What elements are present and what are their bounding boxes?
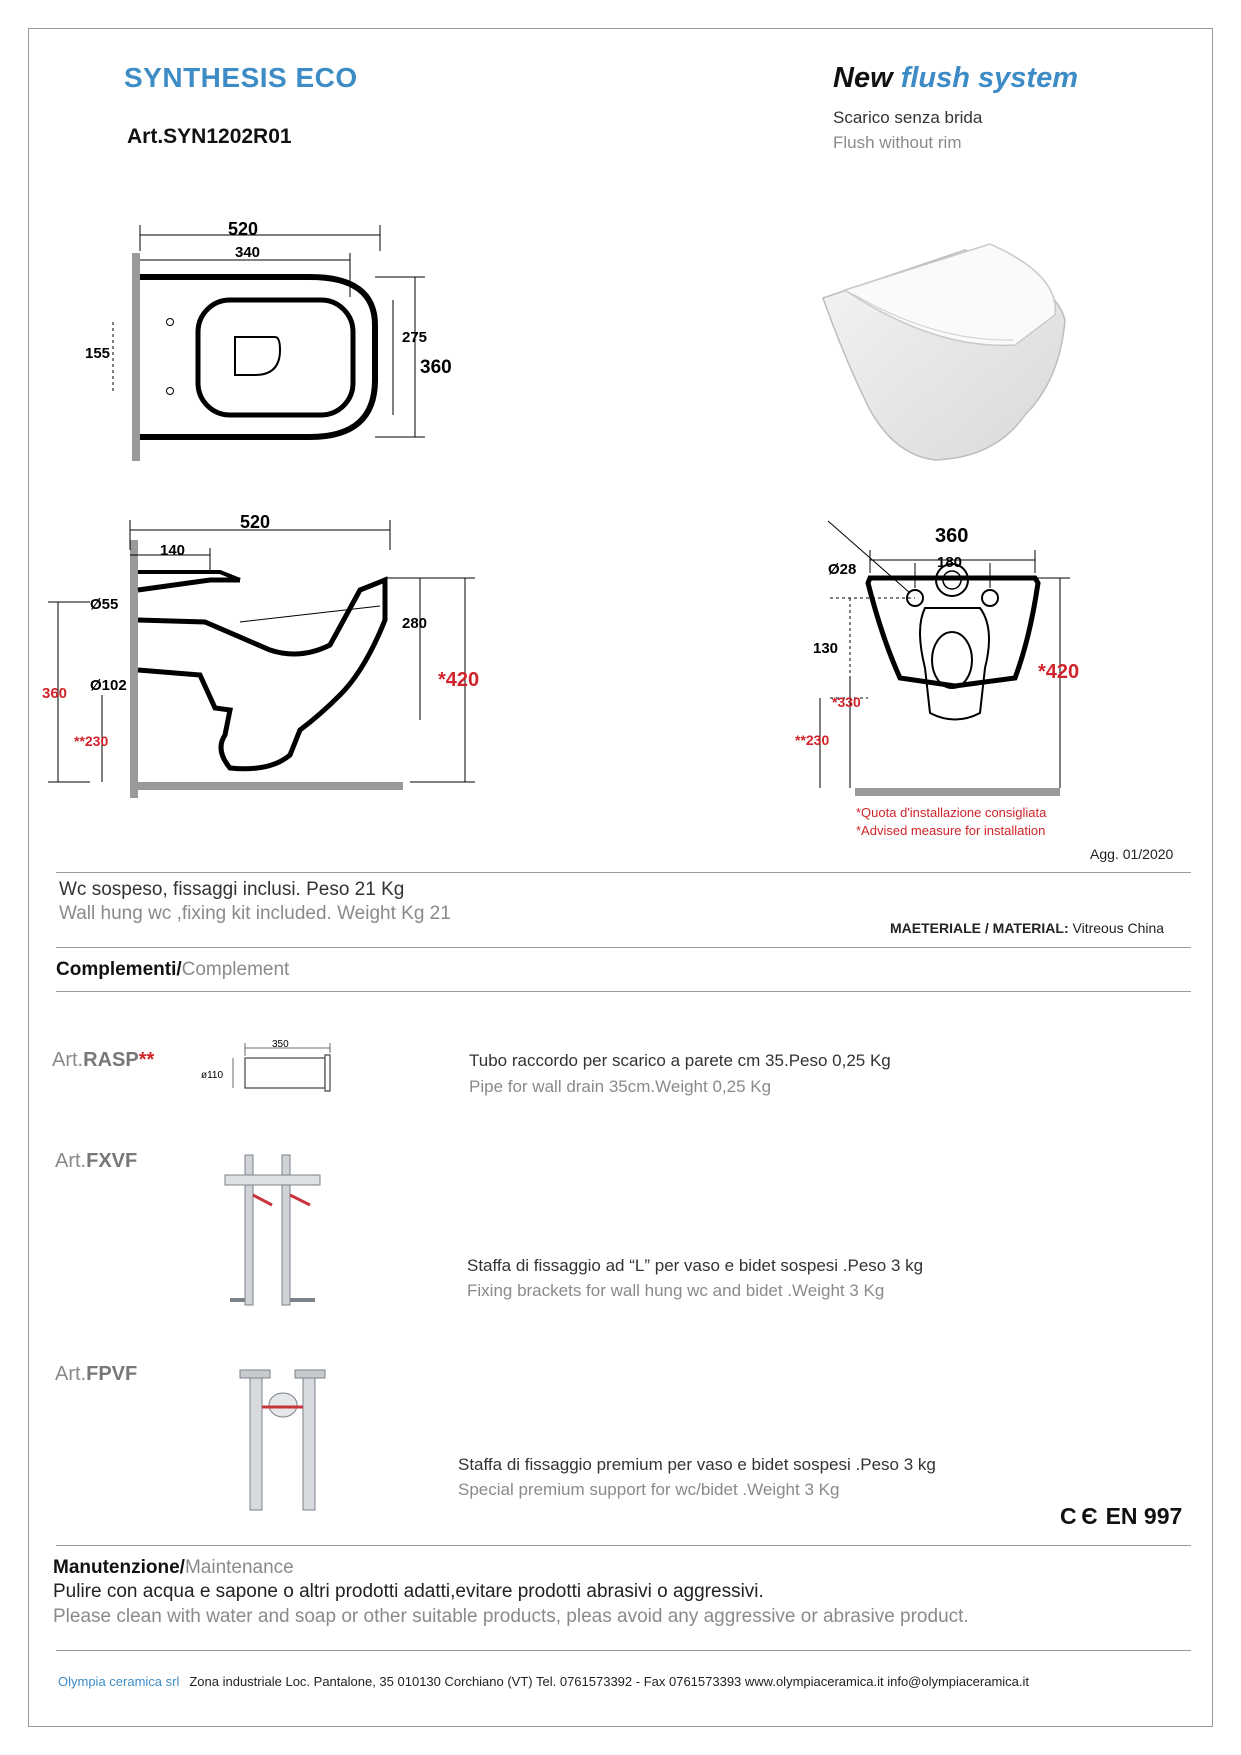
art-mark: ** xyxy=(138,1049,155,1071)
ce-mark: C Є xyxy=(1060,1503,1098,1529)
top-dim-340: 340 xyxy=(235,244,261,261)
material-value: Vitreous China xyxy=(1072,920,1165,936)
flush-subtitle-it: Scarico senza brida xyxy=(833,108,983,127)
front-dim-330: *330 xyxy=(832,694,861,710)
footer-address: Zona industriale Loc. Pantalone, 35 010130 Corchiano (VT) Tel. 0761573392 - Fax 0761573393 www.olympiaceramica.it info@olympiaceramica.it xyxy=(189,1674,1030,1689)
maintenance-text-it: Pulire con acqua e sapone o altri prodotti adatti,evitare prodotti abrasivi o aggressivi. xyxy=(53,1581,764,1602)
material-label: MAETERIALE / MATERIAL: xyxy=(890,920,1069,936)
top-dim-155: 155 xyxy=(85,345,111,362)
flush-new-word: New xyxy=(833,62,893,94)
flush-subtitle-en: Flush without rim xyxy=(833,133,962,152)
complement-text-en: Fixing brackets for wall hung wc and bidet .Weight 3 Kg xyxy=(467,1281,885,1300)
pipe-dim-length: 350 xyxy=(272,1039,289,1050)
top-dim-360: 360 xyxy=(420,357,452,378)
install-note-en: *Advised measure for installation xyxy=(856,823,1046,838)
flush-system-heading xyxy=(833,62,1078,95)
certification xyxy=(1060,1503,1182,1530)
side-dim-d55: Ø55 xyxy=(90,596,119,613)
front-dim-d28: Ø28 xyxy=(828,561,857,578)
art-code: FPVF xyxy=(86,1363,138,1385)
fixing-bracket-image xyxy=(220,1150,330,1310)
flush-highlight: flush system xyxy=(900,62,1078,94)
maintenance-heading-en: Maintenance xyxy=(184,1557,294,1578)
complement-text-it: Tubo raccordo per scarico a parete cm 35.Peso 0,25 Kg xyxy=(469,1051,891,1070)
front-dim-230: **230 xyxy=(795,732,830,748)
side-dim-140: 140 xyxy=(160,542,186,559)
complements-heading xyxy=(56,959,289,981)
art-prefix: Art. xyxy=(52,1049,84,1071)
pipe-drawing xyxy=(195,1038,340,1096)
front-dim-130: 130 xyxy=(813,640,839,657)
front-dim-360: 360 xyxy=(935,525,969,547)
side-dim-360: 360 xyxy=(42,685,68,702)
footer-company: Olympia ceramica srl xyxy=(58,1674,180,1689)
maintenance-heading-it: Manutenzione/ xyxy=(53,1557,185,1578)
art-prefix: Art. xyxy=(55,1150,87,1172)
top-dim-275: 275 xyxy=(402,329,428,346)
article-code: Art.SYN1202R01 xyxy=(127,125,292,148)
complement-code-rasp xyxy=(52,1049,154,1072)
complement-text-it: Staffa di fissaggio premium per vaso e bidet sospesi .Peso 3 kg xyxy=(458,1455,936,1474)
side-dim-230: **230 xyxy=(74,733,109,749)
maintenance-text-en: Please clean with water and soap or other suitable products, pleas avoid any aggressive or abrasive product. xyxy=(53,1606,969,1627)
product-title: SYNTHESIS ECO xyxy=(124,62,358,93)
divider xyxy=(56,991,1191,992)
complement-text-it: Staffa di fissaggio ad “L” per vaso e bidet sospesi .Peso 3 kg xyxy=(467,1256,924,1275)
footer xyxy=(58,1674,1029,1689)
complement-code-fpvf xyxy=(55,1363,137,1386)
side-dim-d102: Ø102 xyxy=(90,677,127,694)
top-view-drawing xyxy=(80,215,480,465)
description-it: Wc sospeso, fissaggi inclusi. Peso 21 Kg xyxy=(59,879,405,900)
pipe-dim-diameter: ø110 xyxy=(201,1070,224,1081)
complement-code-fxvf xyxy=(55,1150,137,1173)
front-dim-420: *420 xyxy=(1038,661,1080,683)
divider xyxy=(56,947,1191,948)
maintenance-heading xyxy=(53,1557,294,1579)
front-view-drawing xyxy=(780,518,1100,808)
side-dim-280: 280 xyxy=(402,615,428,632)
art-code: FXVF xyxy=(86,1150,138,1172)
product-photo xyxy=(815,240,1075,470)
premium-support-image xyxy=(225,1365,335,1515)
en-standard: EN 997 xyxy=(1105,1503,1183,1529)
complement-text-en: Special premium support for wc/bidet .Weight 3 Kg xyxy=(458,1480,840,1499)
side-dim-420: *420 xyxy=(438,669,480,691)
side-dim-520: 520 xyxy=(240,512,271,532)
front-dim-180: 180 xyxy=(937,554,963,571)
top-dim-520: 520 xyxy=(228,219,259,239)
material-line xyxy=(890,920,1164,936)
side-view-drawing xyxy=(30,510,500,800)
divider xyxy=(56,1545,1191,1546)
art-code: RASP xyxy=(83,1049,139,1071)
art-prefix: Art. xyxy=(55,1363,87,1385)
divider xyxy=(56,872,1191,873)
complements-heading-en: Complement xyxy=(181,959,290,980)
install-note-it: *Quota d'installazione consigliata xyxy=(856,805,1047,820)
divider xyxy=(56,1650,1191,1651)
revision-date: Agg. 01/2020 xyxy=(1090,846,1174,862)
complements-heading-it: Complementi/ xyxy=(56,959,182,980)
description-en: Wall hung wc ,fixing kit included. Weight Kg 21 xyxy=(59,903,451,924)
complement-text-en: Pipe for wall drain 35cm.Weight 0,25 Kg xyxy=(469,1077,772,1096)
